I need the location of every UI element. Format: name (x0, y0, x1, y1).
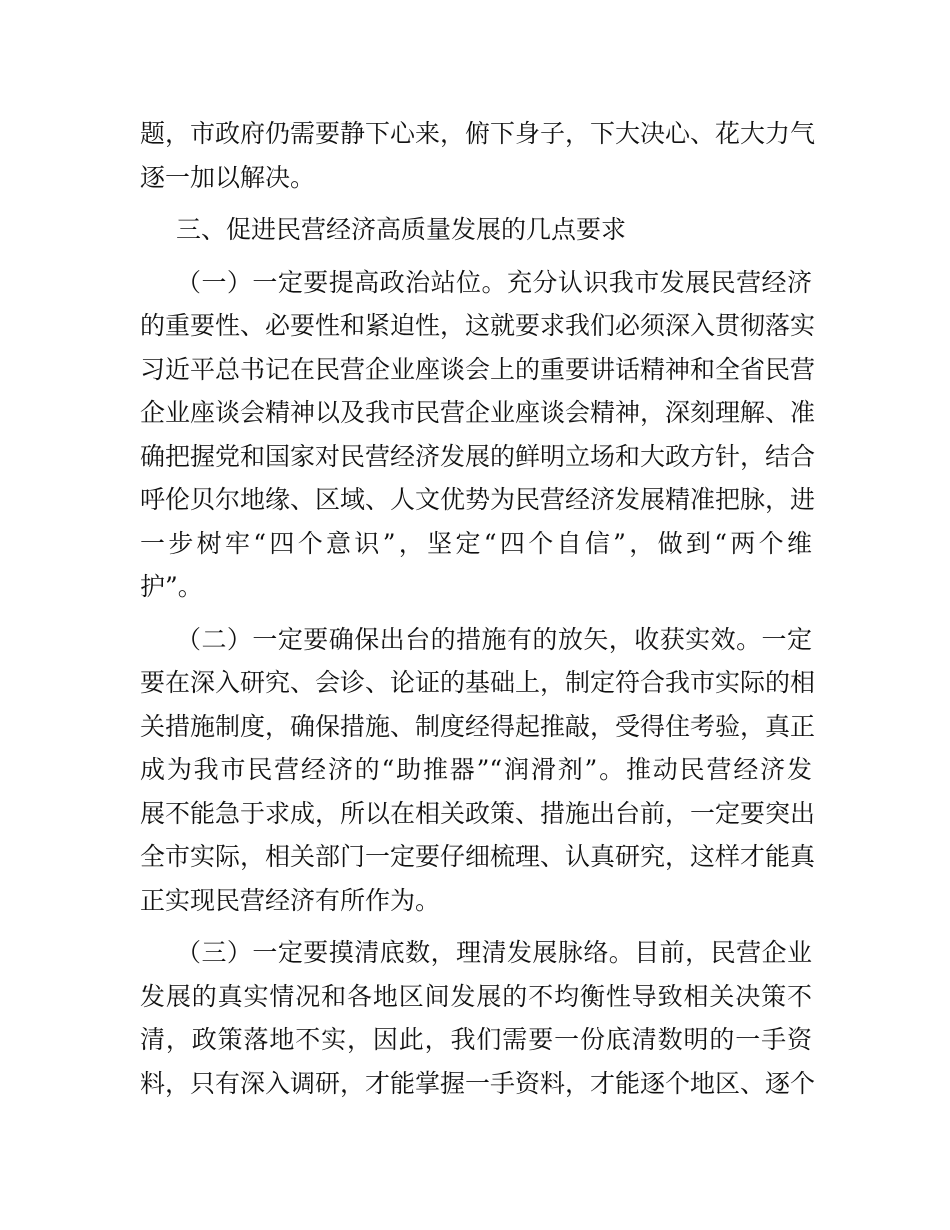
text-line: 正实现民营经济有所作为。 (140, 885, 441, 915)
text-line: 一步树牢“四个意识”，坚定“四个自信”，做到“两个维 (140, 528, 812, 558)
text-line: 三、促进民营经济高质量发展的几点要求 (176, 215, 627, 244)
text-line: （一）一定要提高政治站位。充分认识我市发展民营经济 (176, 267, 812, 297)
text-line: 要在深入研究、会诊、论证的基础上，制定符合我市实际的相 (140, 668, 816, 697)
text-line: （三）一定要摸清底数，理清发展脉络。目前，民营企业 (176, 938, 812, 967)
text-line: 呼伦贝尔地缘、区域、人文优势为民营经济发展精准把脉，进 (140, 485, 816, 514)
text-line: 题，市政府仍需要静下心来，俯下身子，下大决心、花大力气 (140, 119, 816, 148)
text-line: （二）一定要确保出台的措施有的放矢，收获实效。一定 (176, 624, 812, 654)
text-line: 料，只有深入调研，才能掌握一手资料，才能逐个地区、逐个 (140, 1068, 816, 1098)
text-line: 企业座谈会精神以及我市民营企业座谈会精神，深刻理解、准 (140, 398, 816, 427)
text-line: 确把握党和国家对民营经济发展的鲜明立场和大政方针，结合 (140, 441, 816, 471)
text-line: 成为我市民营经济的“助推器”“润滑剂”。推动民营经济发 (140, 755, 812, 784)
text-line: 清，政策落地不实，因此，我们需要一份底清数明的一手资 (140, 1025, 812, 1054)
text-line: 关措施制度，确保措施、制度经得起推敲，受得住考验，真正 (140, 711, 816, 741)
text-line: 护”。 (140, 572, 203, 601)
text-line: 逐一加以解决。 (140, 162, 316, 192)
text-line: 全市实际，相关部门一定要仔细梳理、认真研究，这样才能真 (140, 842, 816, 871)
text-line: 习近平总书记在民营企业座谈会上的重要讲话精神和全省民营 (140, 354, 816, 384)
text-line: 发展的真实情况和各地区间发展的不均衡性导致相关决策不 (140, 981, 812, 1011)
text-line: 展不能急于求成，所以在相关政策、措施出台前，一定要突出 (140, 798, 816, 828)
document-body (140, 112, 816, 1105)
text-line: 的重要性、必要性和紧迫性，这就要求我们必须深入贯彻落实 (140, 311, 816, 340)
